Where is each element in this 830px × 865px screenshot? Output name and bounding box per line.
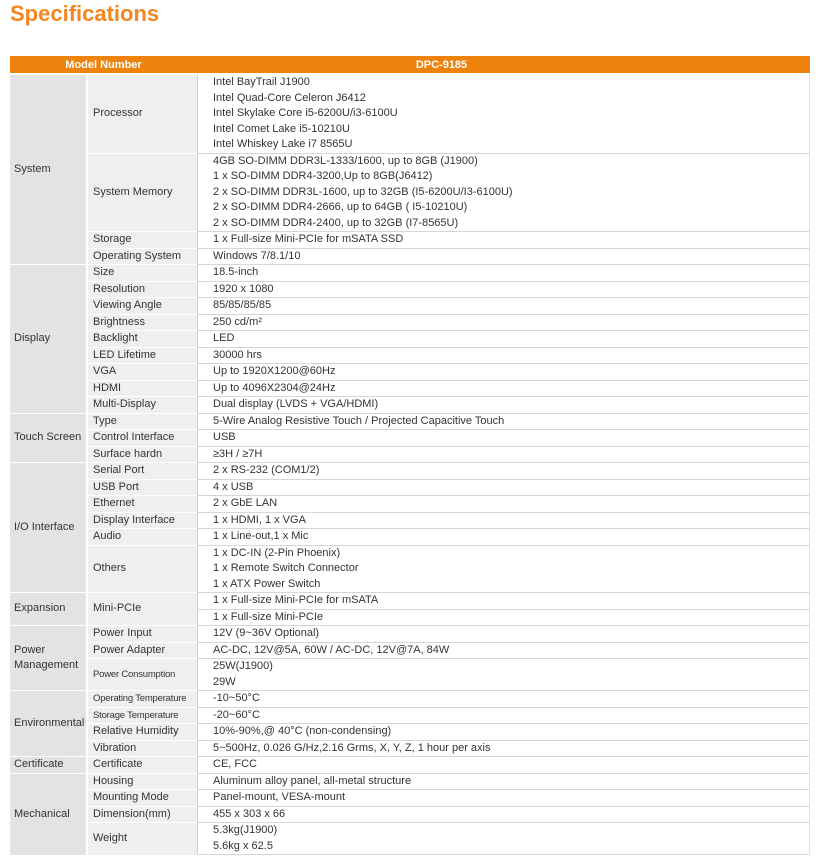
spec-value-line: Panel-mount, VESA-mount: [213, 791, 346, 803]
model-number-header: [10, 56, 197, 74]
table-row: [10, 723, 810, 740]
spec-value-line: AC-DC, 12V@5A, 60W / AC-DC, 12V@7A, 84W: [213, 643, 450, 656]
table-row: [10, 314, 810, 331]
spec-label-cell: Others: [88, 545, 197, 593]
spec-label-cell: Serial Port: [88, 462, 197, 479]
spec-value-line: 30000 hrs: [213, 348, 262, 361]
spec-value-line: 18.5-inch: [213, 266, 259, 278]
spec-value-cell: 1 x Full-size Mini-PCIe for mSATA: [197, 592, 810, 609]
table-row: [10, 380, 810, 397]
spec-label-cell: Dimension(mm): [88, 806, 197, 823]
category-cell: Mechanical: [10, 773, 88, 856]
spec-label-cell: Weight: [88, 822, 197, 855]
spec-value-line: 2 x GbE LAN: [213, 497, 278, 509]
spec-value-line: Up to 1920X1200@60Hz: [213, 365, 336, 377]
spec-value-line: 455 x 303 x 66: [213, 807, 286, 820]
spec-value-line: Intel BayTrail J1900: [213, 76, 310, 88]
table-row: [10, 413, 810, 430]
table-row: [10, 789, 810, 806]
spec-label-cell: System Memory: [88, 153, 197, 232]
category-cell: Environmental: [10, 690, 88, 756]
spec-value-cell: [197, 413, 810, 430]
spec-value-cell: [197, 429, 810, 446]
spec-value-cell: [197, 314, 810, 331]
spec-label-cell: Vibration: [88, 740, 197, 757]
table-row: [10, 153, 810, 232]
table-row: [10, 297, 810, 314]
spec-value-cell: [197, 330, 810, 347]
spec-value-cell: [197, 707, 810, 724]
spec-value-line: 25W(J1900): [213, 660, 273, 672]
spec-label-cell: Surface hardn: [88, 446, 197, 463]
spec-value-line: 5.6kg x 62.5: [213, 839, 273, 852]
table-row: [10, 446, 810, 463]
spec-label-cell: Ethernet: [88, 495, 197, 512]
table-row: [10, 429, 810, 446]
spec-value-line: 29W: [213, 675, 236, 688]
category-cell: Touch Screen: [10, 413, 88, 463]
spec-label-cell: Audio: [88, 528, 197, 545]
table-row: [10, 281, 810, 298]
spec-label-cell: Brightness: [88, 314, 197, 331]
spec-value-cell: [197, 528, 810, 545]
spec-value-line: 1 x DC-IN (2-Pin Phoenix): [213, 546, 341, 559]
spec-value-cell: [197, 642, 810, 659]
spec-value-line: Aluminum alloy panel, all-metal structure: [213, 774, 412, 787]
spec-value-line: 1 x HDMI, 1 x VGA: [213, 513, 306, 526]
spec-label-cell: Resolution: [88, 281, 197, 298]
spec-value-cell: [197, 773, 810, 790]
spec-value-line: Dual display (LVDS + VGA/HDMI): [213, 398, 379, 410]
table-row: [10, 495, 810, 512]
spec-value-line: 2 x SO-DIMM DDR4-2400, up to 32GB (I7-8565U): [213, 216, 459, 229]
spec-value-cell: [197, 806, 810, 823]
spec-value-cell: [197, 446, 810, 463]
category-cell: I/O Interface: [10, 462, 88, 592]
spec-value-cell: [197, 512, 810, 529]
spec-value-line: -20~60°C: [213, 708, 260, 721]
table-row: [10, 707, 810, 724]
table-row: [10, 512, 810, 529]
spec-value-line: 1 x Remote Switch Connector: [213, 562, 359, 574]
spec-value-line: 1 x ATX Power Switch: [213, 577, 321, 590]
spec-label-cell: Storage: [88, 231, 197, 248]
spec-value-cell: [197, 789, 810, 806]
table-row: [10, 625, 810, 642]
table-row: [10, 592, 810, 609]
spec-value-cell: [197, 462, 810, 479]
spec-value-cell: [197, 231, 810, 248]
spec-value-cell: [197, 396, 810, 413]
table-row: [10, 479, 810, 496]
spec-value-line: 2 x SO-DIMM DDR3L-1600, up to 32GB (I5-6200U/I3-6100U): [213, 185, 513, 198]
spec-value-line: ≥3H / ≥7H: [213, 447, 263, 460]
spec-value-cell: [197, 822, 810, 855]
spec-value-line: Intel Quad-Core Celeron J6412: [213, 91, 366, 104]
spec-label-cell: Power Adapter: [88, 642, 197, 659]
spec-value-line: -10~50°C: [213, 692, 260, 704]
spec-value-cell: [197, 723, 810, 740]
spec-value-line: 10%-90%,@ 40°C (non-condensing): [213, 725, 392, 737]
spec-label-cell: VGA: [88, 363, 197, 380]
table-row: [10, 347, 810, 364]
spec-value-cell: [197, 756, 810, 773]
spec-value-cell: 1 x Full-size Mini-PCIe: [197, 609, 810, 626]
spec-value-cell: [197, 479, 810, 496]
spec-label-cell: LED Lifetime: [88, 347, 197, 364]
category-cell: System: [10, 74, 88, 264]
spec-value-cell: [197, 545, 810, 593]
table-row: [10, 690, 810, 707]
spec-value-cell: [197, 248, 810, 265]
spec-label-cell: Processor: [88, 74, 197, 153]
spec-value-cell: [197, 690, 810, 707]
spec-value-line: 5-Wire Analog Resistive Touch / Projected Capacitive Touch: [213, 414, 505, 427]
table-row: [10, 330, 810, 347]
table-header-row: [10, 56, 810, 74]
specifications-table: [10, 56, 810, 855]
spec-value-cell: [197, 658, 810, 690]
spec-value-line: 1 x SO-DIMM DDR4-3200,Up to 8GB(J6412): [213, 170, 433, 182]
table-row: [10, 756, 810, 773]
spec-value-cell: [197, 740, 810, 757]
model-value-header: [197, 56, 810, 74]
spec-label-cell: Operating Temperature: [88, 690, 197, 707]
table-row: [10, 642, 810, 659]
spec-value-line: Intel Skylake Core i5-6200U/i3-6100U: [213, 107, 398, 119]
spec-label-cell: Mounting Mode: [88, 789, 197, 806]
spec-value-line: 4GB SO-DIMM DDR3L-1333/1600, up to 8GB (J1900): [213, 154, 478, 167]
table-row: [10, 528, 810, 545]
spec-value-line: 5.3kg(J1900): [213, 824, 278, 836]
table-row: [10, 248, 810, 265]
spec-value-cell: [197, 297, 810, 314]
spec-label-cell: Power Input: [88, 625, 197, 642]
spec-label-cell: Multi-Display: [88, 396, 197, 413]
spec-label-cell: Storage Temperature: [88, 707, 197, 724]
model-number-header-label: Model Number: [65, 58, 142, 71]
spec-table-body: [10, 74, 810, 855]
table-row: [10, 231, 810, 248]
table-row: [10, 822, 810, 855]
table-row: [10, 74, 810, 153]
spec-label-cell: Type: [88, 413, 197, 430]
spec-label-cell: Certificate: [88, 756, 197, 773]
spec-value-cell: [197, 153, 810, 232]
spec-label-cell: Display Interface: [88, 512, 197, 529]
spec-value-line: Up to 4096X2304@24Hz: [213, 381, 336, 394]
spec-value-line: 1 x Full-size Mini-PCIe for mSATA SSD: [213, 233, 404, 245]
spec-value-line: 2 x RS-232 (COM1/2): [213, 464, 320, 476]
table-row: [10, 806, 810, 823]
page-title: Specifications: [10, 1, 160, 26]
table-row: [10, 363, 810, 380]
spec-value-line: 85/85/85/85: [213, 299, 272, 311]
spec-label-cell: Relative Humidity: [88, 723, 197, 740]
spec-label-cell: Power Consumption: [88, 658, 197, 690]
spec-value-line: CE, FCC: [213, 758, 257, 770]
spec-value-line: 12V (9~36V Optional): [213, 627, 320, 639]
spec-value-cell: [197, 495, 810, 512]
table-row: [10, 658, 810, 690]
spec-value-line: 250 cd/m²: [213, 315, 262, 328]
spec-value-cell: [197, 347, 810, 364]
spec-value-cell: [197, 380, 810, 397]
spec-label-cell: Operating System: [88, 248, 197, 265]
spec-value-line: Windows 7/8.1/10: [213, 249, 301, 262]
spec-label-cell: Housing: [88, 773, 197, 790]
table-row: [10, 264, 810, 281]
spec-value-line: LED: [213, 332, 235, 344]
spec-value-cell: [197, 625, 810, 642]
table-row: [10, 740, 810, 757]
spec-value-line: 1920 x 1080: [213, 282, 274, 295]
table-row: [10, 396, 810, 413]
category-cell: Expansion: [10, 592, 88, 625]
spec-label-cell: HDMI: [88, 380, 197, 397]
spec-value-cell: [197, 264, 810, 281]
spec-value-line: Intel Whiskey Lake i7 8565U: [213, 138, 353, 150]
spec-label-cell: Control Interface: [88, 429, 197, 446]
spec-label-cell: Size: [88, 264, 197, 281]
spec-value-line: 5~500Hz, 0.026 G/Hz,2.16 Grms, X, Y, Z, 1 hour per axis: [213, 741, 491, 754]
spec-label-cell: USB Port: [88, 479, 197, 496]
category-cell: Display: [10, 264, 88, 413]
spec-label-cell: Viewing Angle: [88, 297, 197, 314]
table-row: [10, 462, 810, 479]
spec-value-line: 1 x Line-out,1 x Mic: [213, 530, 309, 542]
spec-value-line: 2 x SO-DIMM DDR4-2666, up to 64GB ( I5-10210U): [213, 201, 468, 213]
model-value-header-label: DPC-9185: [415, 58, 468, 71]
spec-value-cell: [197, 74, 810, 153]
spec-value-line: Intel Comet Lake i5-10210U: [213, 122, 350, 135]
spec-value-cell: [197, 363, 810, 380]
table-row: [10, 545, 810, 593]
spec-label-cell: Mini-PCIe: [88, 592, 197, 625]
spec-value-cell: [197, 281, 810, 298]
table-row: [10, 773, 810, 790]
category-cell: Certificate: [10, 756, 88, 773]
spec-value-line: 4 x USB: [213, 480, 254, 493]
spec-value-line: USB: [213, 431, 236, 443]
category-cell: Power Management: [10, 625, 88, 690]
spec-label-cell: Backlight: [88, 330, 197, 347]
